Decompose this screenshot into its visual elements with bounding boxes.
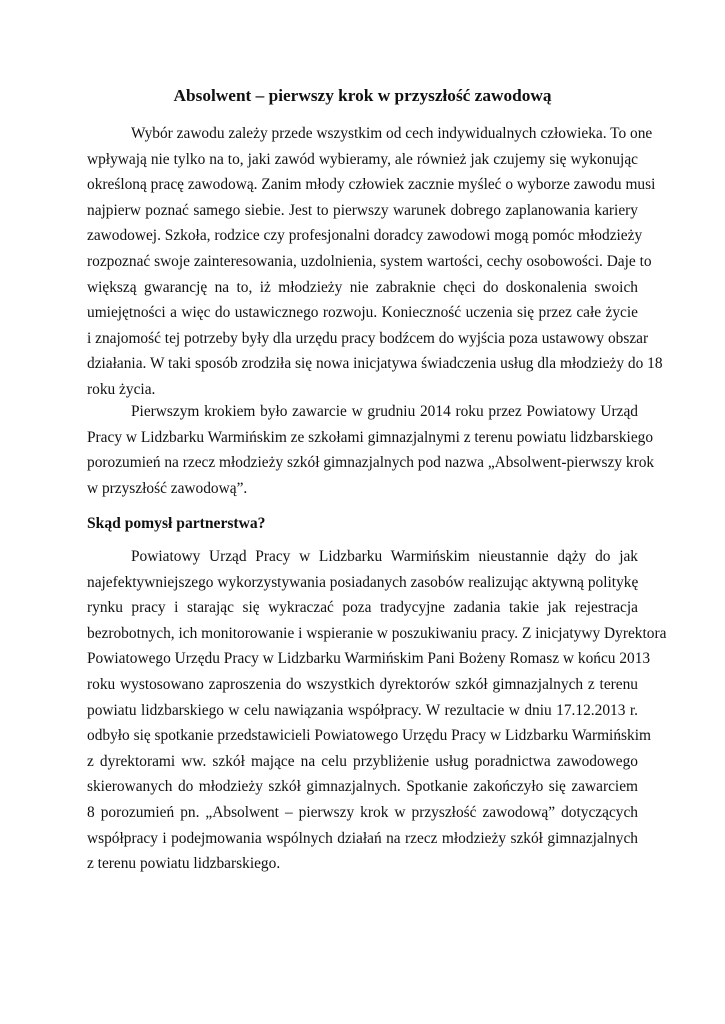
text-line: odbyło się spotkanie przedstawicieli Powiatowego Urzędu Pracy w Lidzbarku Warmińskim: [87, 727, 651, 745]
text-line: zawodowej. Szkoła, rodzice czy profesjonalni doradcy zawodowi mogą pomóc młodzieży: [87, 227, 643, 245]
text-line: skierowanych do młodzieży szkół gimnazjalnych. Spotkanie zakończyło się zawarciem: [87, 778, 638, 796]
text-line: porozumień na rzecz młodzieży szkół gimnazjalnych pod nazwa „Absolwent-pierwszy krok: [87, 454, 655, 472]
text-line: rozpoznać swoje zainteresowania, uzdolnienia, system wartości, cechy osobowości. Daje to: [87, 252, 652, 270]
paragraph-career-choice: [87, 121, 663, 403]
text-line: roku wystosowano zaproszenia do wszystkich dyrektorów szkół gimnazjalnych z terenu: [87, 675, 638, 693]
text-line: w przyszłość zawodową”.: [87, 479, 248, 497]
text-line: z terenu powiatu lidzbarskiego.: [87, 855, 281, 873]
text-line: najpierw poznać samego siebie. Jest to pierwszy warunek dobrego zaplanowania kariery: [87, 201, 638, 219]
text-line: wpływają nie tylko na to, jaki zawód wybieramy, ale również jak czujemy się wykonując: [87, 150, 638, 168]
text-line: bezrobotnych, ich monitorowanie i wspieranie w poszukiwaniu pracy. Z inicjatywy Dyrektora: [87, 624, 667, 642]
document-title: Absolwent – pierwszy krok w przyszłość zawodową: [173, 86, 552, 105]
text-line: działania. W taki sposób zrodziła się nowa inicjatywa świadczenia usług dla młodzieży do 18: [87, 355, 663, 373]
text-line: rynku pracy i starając się wykraczać poza tradycyjne zadania takie jak rejestracja: [87, 599, 638, 617]
paragraph-first-step: [87, 399, 655, 501]
text-line: i znajomość tej potrzeby były dla urzędu pracy bodźcem do wyjścia poza ustawowy obszar: [87, 329, 649, 347]
text-line: powiatu lidzbarskiego w celu nawiązania współpracy. W rezultacie w dniu 17.12.2013 r.: [87, 701, 638, 719]
text-line: współpracy i podejmowania wspólnych działań na rzecz młodzieży szkół gimnazjalnych: [87, 829, 638, 847]
paragraph-partnership-origin: [87, 544, 667, 877]
text-line: Powiatowy Urząd Pracy w Lidzbarku Warmińskim nieustannie dąży do jak: [131, 548, 638, 565]
text-line: roku życia.: [87, 380, 156, 398]
text-line: Wybór zawodu zależy przede wszystkim od cech indywidualnych człowieka. To one: [131, 125, 653, 142]
text-line: Powiatowego Urzędu Pracy w Lidzbarku Warmińskim Pani Bożeny Romasz w końcu 2013: [87, 650, 651, 668]
text-line: najefektywniejszego wykorzystywania posiadanych zasobów realizując aktywną politykę: [87, 573, 639, 591]
section-heading-partnership: Skąd pomysł partnerstwa?: [87, 515, 266, 532]
text-line: 8 porozumień pn. „Absolwent – pierwszy krok w przyszłość zawodową” dotyczących: [87, 803, 638, 821]
text-line: umiejętności a więc do ustawicznego rozwoju. Konieczność uczenia się przez całe życie: [87, 304, 638, 322]
text-line: określoną pracę zawodową. Zanim młody człowiek zacznie myśleć o wyborze zawodu musi: [87, 176, 656, 194]
text-line: z dyrektorami ww. szkół mające na celu przybliżenie usług poradnictwa zawodowego: [87, 752, 638, 770]
text-line: Pierwszym krokiem było zawarcie w grudniu 2014 roku przez Powiatowy Urząd: [131, 403, 638, 420]
text-line: większą gwarancję na to, iż młodzieży nie zabraknie chęci do doskonalenia swoich: [87, 278, 638, 296]
text-line: Pracy w Lidzbarku Warmińskim ze szkołami gimnazjalnymi z terenu powiatu lidzbarskiego: [87, 428, 654, 446]
